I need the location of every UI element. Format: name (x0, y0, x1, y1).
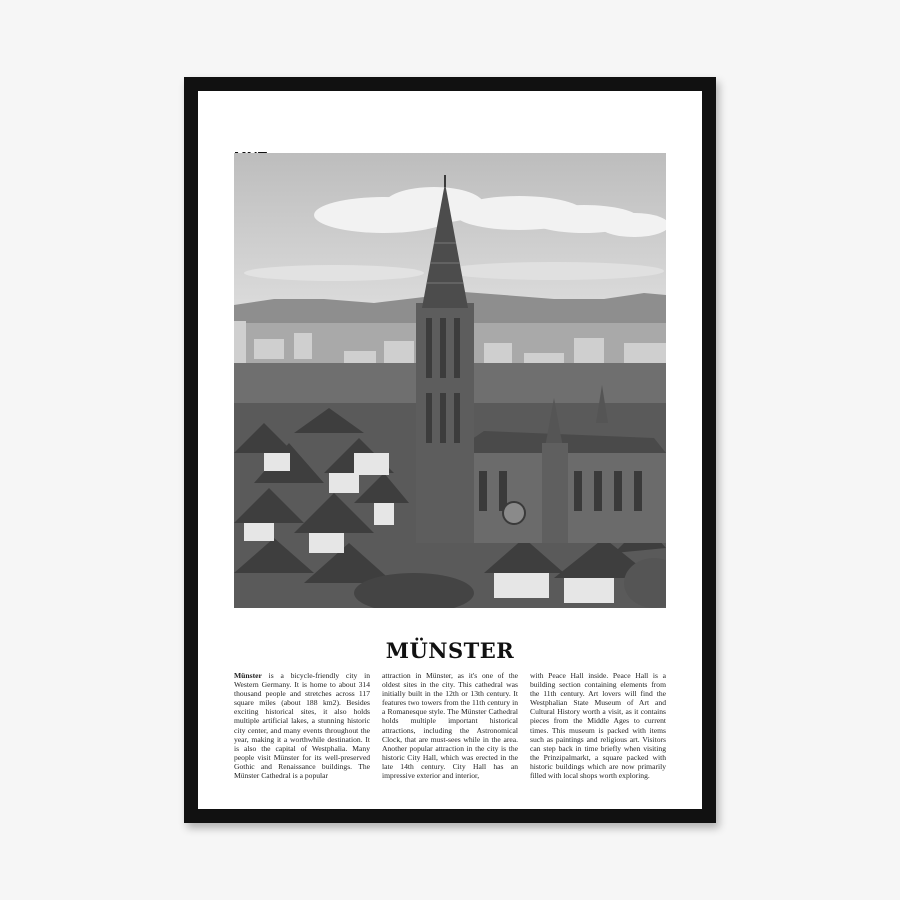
description-column-3 (530, 671, 666, 781)
description-columns (234, 671, 666, 781)
description-text-3: with Peace Hall inside. Peace Hall is a building section containing elements from the 11th century. Art lovers will find the Westphalian State Museum of Art and Cultural History worth a visit, as it contains pieces from the Middle Ages to current times. This museum is packed with items such as paintings and religious art. Visitors can step back in time briefly when visiting the Prinzipalmarkt, a square packed with historic buildings which are now primarily filled with local shops worth exploring. (530, 671, 666, 781)
cathedral-cityscape-photo (234, 153, 666, 608)
description-text-2: attraction in Münster, as it's one of the oldest sites in the city. This cathedral was initially built in the 12th or 13th century. It features two towers from the 11th century in a Romanesque style. The Münster Cathedral holds multiple important historical attractions, including the Astronomical Clock, that are must-sees while in the area. Another popular attraction in the city is the historic City Hall, which was erected in the late 14th century. City Hall has an impressive exterior and interior, (382, 671, 518, 781)
description-column-1 (234, 671, 370, 781)
description-text-1: is a bicycle-friendly city in Western Germany. It is home to about 314 thousand people and stretches across 117 square miles (about 188 km2). Besides exciting historical sites, it also holds multiple artificial lakes, a stunning historic city center, and many events throughout the year, making it a worthwhile destination. It is also the capital of Westphalia. Many people visit Münster for its well-preserved Gothic and Renaissance buildings. The Münster Cathedral is a popular (234, 671, 370, 781)
poster (198, 91, 702, 809)
description-lead: Münster (234, 671, 262, 680)
city-title: MÜNSTER (385, 638, 515, 663)
cathedral-photo (234, 153, 666, 608)
picture-frame (184, 77, 716, 823)
description-column-2 (382, 671, 518, 781)
